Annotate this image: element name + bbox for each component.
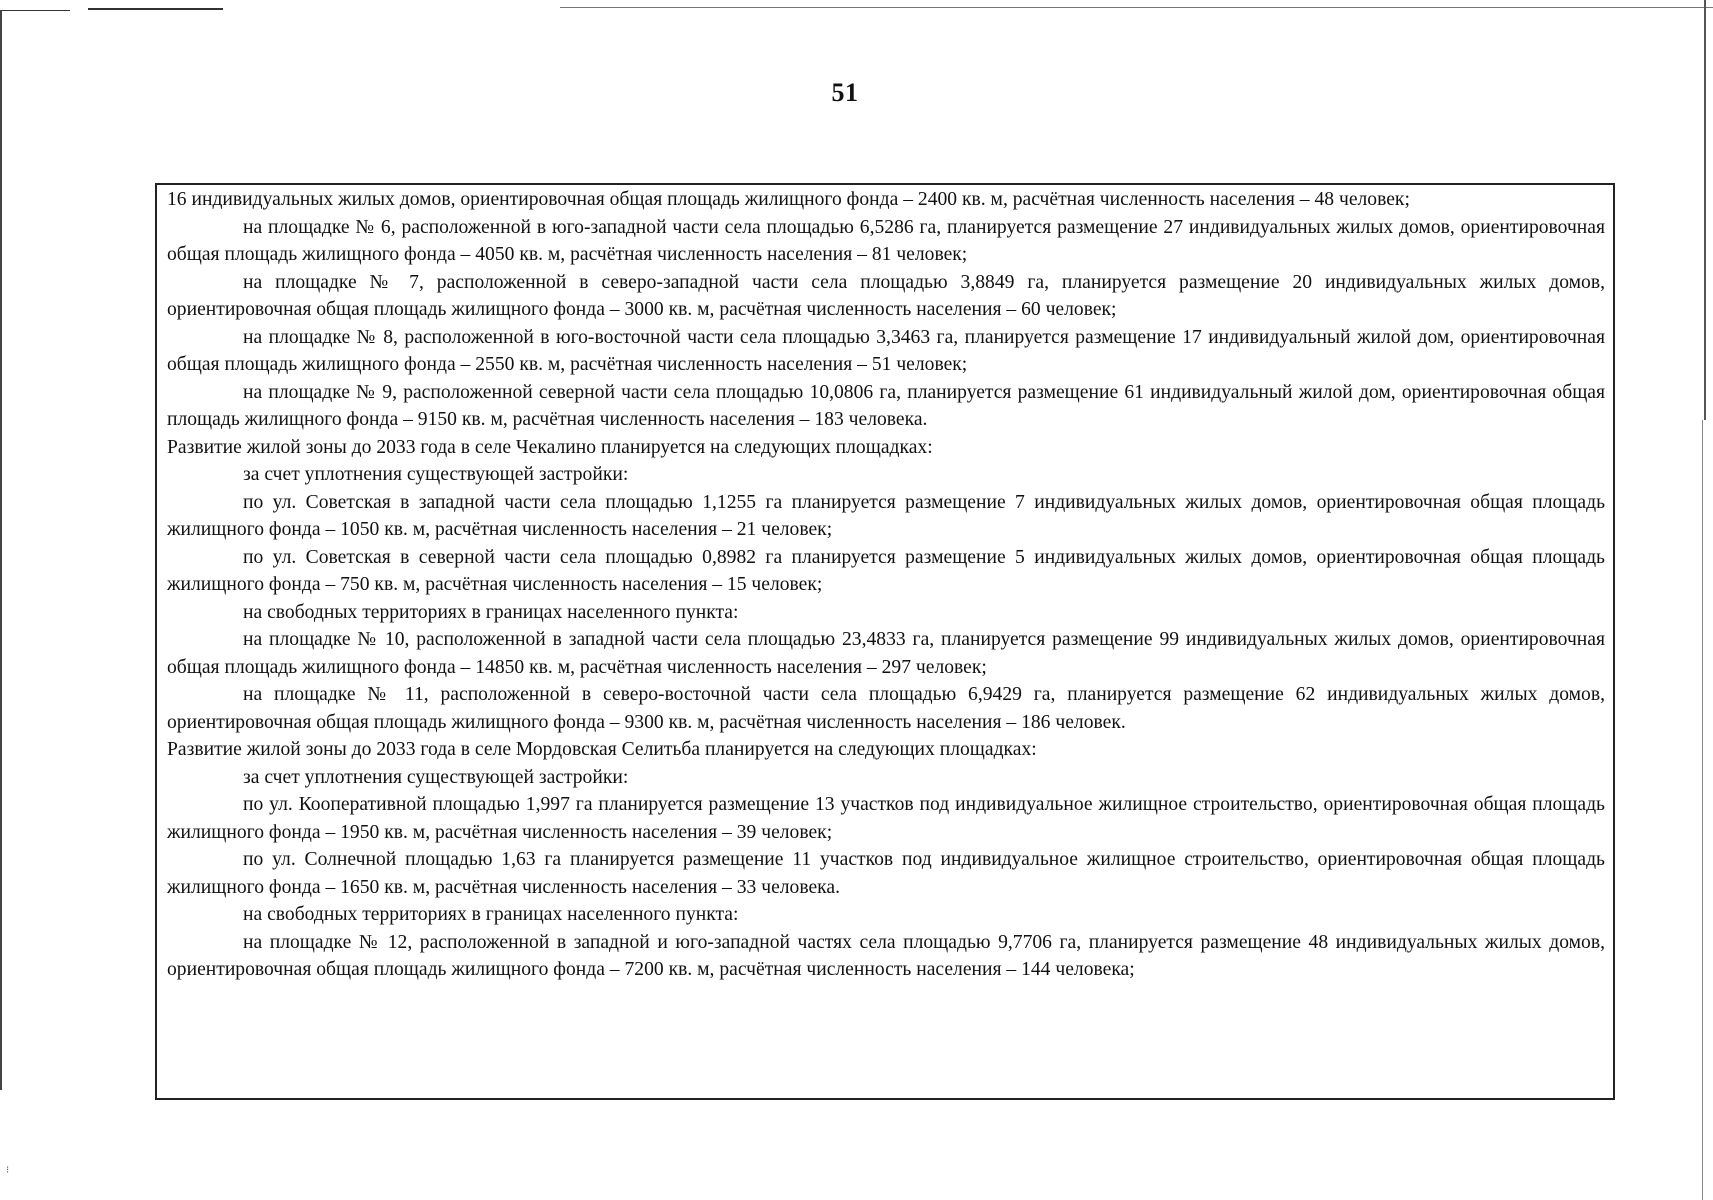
paragraph: на площадке № 6, расположенной в юго-западной части села площадью 6,5286 га, планируется размещение 27 индивидуальных жилых домов, ориентировочная общая площадь жилищного фонда – 4050 кв. м, расчётная численность населения – 81 человек; <box>167 216 1605 265</box>
scan-edge-top-left <box>88 8 223 10</box>
paragraph: на площадке № 10, расположенной в западной части села площадью 23,4833 га, планируется размещение 99 индивидуальных жилых домов, ориентировочная общая площадь жилищного фонда – 14850 кв. м, расчётная численность населения – 297 человек; <box>167 629 1605 678</box>
paragraph: по ул. Кооперативной площадью 1,997 га планируется размещение 13 участков под индивидуальное жилищное строительство, ориентировочная общая площадь жилищного фонда – 1950 кв. м, расчётная численность населения – 39 человек; <box>167 794 1605 843</box>
document-text-frame <box>155 183 1615 1100</box>
paragraph: за счет уплотнения существующей застройки: <box>243 766 629 788</box>
paragraph: на площадке № 12, расположенной в западной и юго-западной частях села площадью 9,7706 га, планируется размещение 48 индивидуальных жилых домов, ориентировочная общая площадь жилищного фонда – 7200 кв. м, расчётная численность населения – 144 человека; <box>167 931 1605 980</box>
page-number: 51 <box>831 78 859 107</box>
paragraph: Развитие жилой зоны до 2033 года в селе Мордовская Селитьба планируется на следующих площадках: <box>167 739 1037 760</box>
scan-edge-left <box>0 10 2 1090</box>
paragraph: на площадке № 9, расположенной северной части села площадью 10,0806 га, планируется размещение 61 индивидуальный жилой дом, ориентировочная общая площадь жилищного фонда – 9150 кв. м, расчётная численность населения – 183 человека. <box>167 381 1605 430</box>
paragraph: за счет уплотнения существующей застройки: <box>243 464 629 485</box>
paragraph: на площадке № 7, расположенной в северо-западной части села площадью 3,8849 га, планируется размещение 20 индивидуальных жилых домов, ориентировочная общая площадь жилищного фонда – 3000 кв. м, расчётная численность населения – 60 человек; <box>167 271 1605 320</box>
paragraph: по ул. Советская в западной части села площадью 1,1255 га планируется размещение 7 индивидуальных жилых домов, ориентировочная общая площадь жилищного фонда – 1050 кв. м, расчётная численность населения – 21 человек; <box>167 491 1605 540</box>
scan-edge-right <box>1704 0 1706 420</box>
paragraph: по ул. Солнечной площадью 1,63 га планируется размещение 11 участков под индивидуальное жилищное строительство, ориентировочная общая площадь жилищного фонда – 1650 кв. м, расчётная численность населения – 33 человека. <box>167 849 1605 898</box>
paragraph: на площадке № 8, расположенной в юго-восточной части села площадью 3,3463 га, планируется размещение 17 индивидуальный жилой дом, ориентировочная общая площадь жилищного фонда – 2550 кв. м, расчётная численность населения – 51 человек; <box>167 326 1605 375</box>
scan-edge-top-long <box>560 7 1713 8</box>
paragraph: 16 индивидуальных жилых домов, ориентировочная общая площадь жилищного фонда – 2400 кв. м, расчётная численность населения – 48 человек; <box>167 189 1410 210</box>
paragraph: на свободных территориях в границах населенного пункта: <box>243 904 739 925</box>
paragraph: Развитие жилой зоны до 2033 года в селе Чекалино планируется на следующих площадках: <box>167 436 933 458</box>
paragraph: на площадке № 11, расположенной в северо-восточной части села площадью 6,9429 га, планируется размещение 62 индивидуальных жилых домов, ориентировочная общая площадь жилищного фонда – 9300 кв. м, расчётная численность населения – 186 человек. <box>167 684 1605 733</box>
scan-edge-right-lower <box>1702 420 1703 1200</box>
paragraph: на свободных территориях в границах населенного пункта: <box>243 601 739 623</box>
paragraph: по ул. Советская в северной части села площадью 0,8982 га планируется размещение 5 индивидуальных жилых домов, ориентировочная общая площадь жилищного фонда – 750 кв. м, расчётная численность населения – 15 человек; <box>167 546 1605 595</box>
scan-edge-top <box>0 10 70 11</box>
scan-speck: ⁝ <box>6 1165 10 1176</box>
